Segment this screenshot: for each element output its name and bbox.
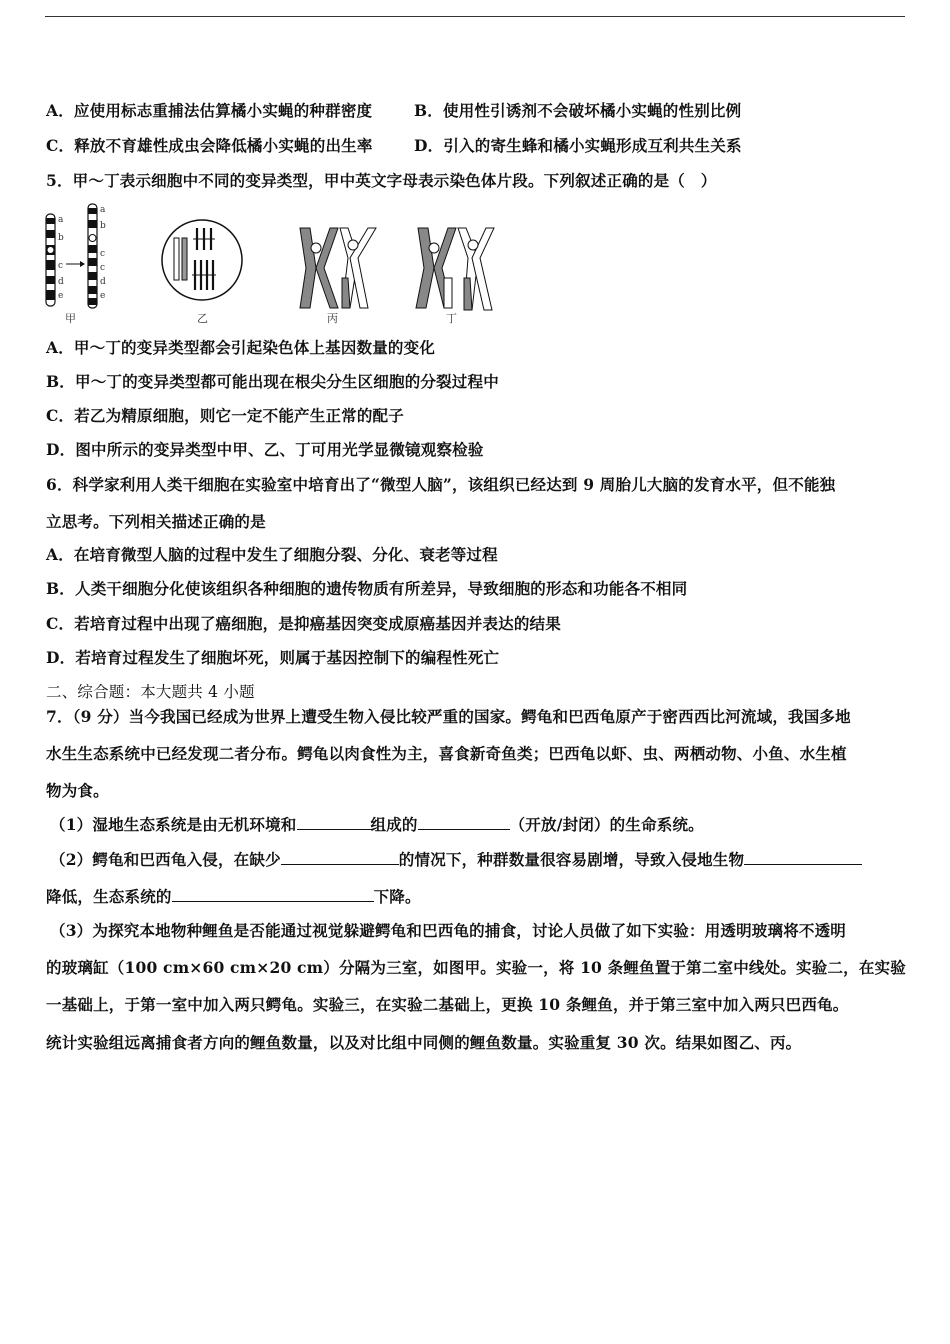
q4-option-c: C．释放不育雄性成虫会降低橘小实蝇的出生率	[46, 136, 373, 155]
letter-jia-left-a: a	[58, 215, 64, 225]
q6-option-d: D．若培育过程发生了细胞坏死，则属于基因控制下的编程性死亡	[46, 648, 500, 667]
figure-label-ding: 丁	[446, 312, 457, 325]
answer-blank-2[interactable]	[418, 815, 510, 830]
letter-jia-right-c2: c	[100, 263, 106, 273]
letter-jia-left-c: c	[58, 261, 64, 271]
q5-option-b: B．甲～丁的变异类型都可能出现在根尖分生区细胞的分裂过程中	[46, 372, 499, 391]
q5-figure	[40, 198, 500, 328]
letter-jia-left-e: e	[58, 291, 64, 301]
letter-jia-right-c1: c	[100, 249, 106, 259]
q7-part-1-text-c: （开放/封闭）的生命系统。	[509, 815, 704, 834]
letter-jia-right-b: b	[100, 221, 106, 231]
q5-option-d: D．图中所示的变异类型中甲、乙、丁可用光学显微镜观察检验	[46, 440, 484, 459]
chromosome-pair-bing	[300, 228, 376, 308]
figure-label-bing: 丙	[327, 312, 338, 325]
q5-option-a: A．甲～丁的变异类型都会引起染色体上基因数量的变化	[46, 338, 436, 357]
q6-stem-line-1: 6．科学家利用人类干细胞在实验室中培育出了“微型人脑”，该组织已经达到 9 周胎儿大脑的发育水平，但不能独	[46, 475, 836, 494]
q6-stem-line-2: 立思考。下列相关描述正确的是	[46, 512, 266, 531]
q7-part-3-line-4: 统计实验组远离捕食者方向的鲤鱼数量，以及对比组中同侧的鲤鱼数量。实验重复 30 次。结果如图乙、丙。	[46, 1033, 802, 1052]
letter-jia-left-b: b	[58, 233, 64, 243]
q7-part-2-text-d: 下降。	[373, 887, 421, 906]
answer-blank-3[interactable]	[281, 850, 399, 865]
q7-stem-line-1: 7．（9 分）当今我国已经成为世界上遭受生物入侵比较严重的国家。鳄龟和巴西龟原产于密西西比河流域，我国多地	[46, 707, 851, 726]
q7-part-1-text-a: （1）湿地生态系统是由无机环境和	[50, 815, 297, 834]
q7-part-1-text-b: 组成的	[370, 815, 418, 834]
q7-part-3-line-3: 一基础上，于第一室中加入两只鳄龟。实验三，在实验二基础上，更换 10 条鲤鱼，并于第三室中加入两只巴西龟。	[46, 995, 849, 1014]
q5-stem: 5．甲～丁表示细胞中不同的变异类型，甲中英文字母表示染色体片段。下列叙述正确的是（ ）	[46, 171, 717, 190]
letter-jia-right-a: a	[100, 205, 106, 215]
chromosome-pair-ding	[416, 228, 494, 310]
q7-part-2-line-2	[46, 887, 421, 907]
header-rule	[45, 16, 905, 17]
q7-part-2-line-1	[50, 850, 862, 870]
figure-label-jia: 甲	[65, 312, 76, 325]
section-2-heading: 二、综合题：本大题共 4 小题	[46, 683, 255, 701]
arrow-icon	[66, 261, 85, 267]
q6-option-a: A．在培育微型人脑的过程中发生了细胞分裂、分化、衰老等过程	[46, 545, 498, 564]
q7-part-1	[50, 815, 704, 835]
chromosome-jia-right	[88, 204, 97, 308]
cell-yi	[162, 220, 242, 300]
q6-option-b: B．人类干细胞分化使该组织各种细胞的遗传物质有所差异，导致细胞的形态和功能各不相同	[46, 579, 688, 598]
q4-option-a: A．应使用标志重捕法估算橘小实蝇的种群密度	[46, 101, 373, 120]
chromosome-jia-left	[46, 214, 55, 306]
letter-jia-left-d: d	[58, 277, 64, 287]
answer-blank-4[interactable]	[744, 850, 862, 865]
q7-part-3-line-1: （3）为探究本地物种鲤鱼是否能通过视觉躲避鳄龟和巴西龟的捕食，讨论人员做了如下实验：用透明玻璃将不透明	[50, 921, 846, 940]
letter-jia-right-d: d	[100, 277, 106, 287]
q7-part-2-text-a: （2）鳄龟和巴西龟入侵，在缺少	[50, 850, 281, 869]
q7-stem-line-2: 水生生态系统中已经发现二者分布。鳄龟以肉食性为主，喜食新奇鱼类；巴西龟以虾、虫、两栖动物、小鱼、水生植	[46, 744, 847, 763]
answer-blank-1[interactable]	[297, 815, 371, 830]
figure-label-yi: 乙	[197, 312, 208, 325]
q4-option-b: B．使用性引诱剂不会破坏橘小实蝇的性别比例	[414, 101, 742, 120]
letter-jia-right-e: e	[100, 291, 106, 301]
q7-stem-line-3: 物为食。	[46, 781, 109, 800]
q4-option-d: D．引入的寄生蜂和橘小实蝇形成互利共生关系	[414, 136, 742, 155]
q5-option-c: C．若乙为精原细胞，则它一定不能产生正常的配子	[46, 406, 404, 425]
answer-blank-5[interactable]	[172, 887, 374, 902]
q4-option-row-1	[46, 101, 372, 121]
q7-part-3-line-2: 的玻璃缸（100 cm×60 cm×20 cm）分隔为三室，如图甲。实验一，将 10 条鲤鱼置于第二室中线处。实验二，在实验	[46, 958, 906, 977]
chromosome-figure	[40, 198, 500, 328]
q7-part-2-text-c: 降低，生态系统的	[46, 887, 172, 906]
q7-part-2-text-b: 的情况下，种群数量很容易剧增，导致入侵地生物	[398, 850, 745, 869]
q6-option-c: C．若培育过程中出现了癌细胞，是抑癌基因突变成原癌基因并表达的结果	[46, 614, 561, 633]
